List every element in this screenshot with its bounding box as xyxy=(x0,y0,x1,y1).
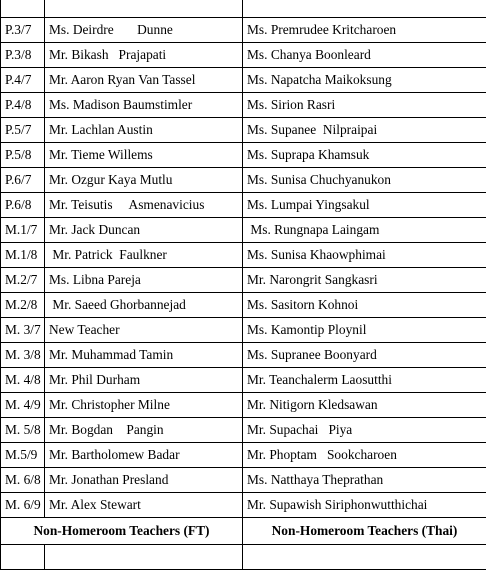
ft-teacher-cell: Mr. Saeed Ghorbannejad xyxy=(45,293,243,318)
class-cell: M.2/8 xyxy=(1,293,45,318)
table-row xyxy=(1,168,486,193)
ft-teacher-cell: Mr. Alex Stewart xyxy=(45,493,243,518)
table-row xyxy=(1,93,486,118)
table-row xyxy=(1,243,486,268)
table-row xyxy=(1,418,486,443)
table-row xyxy=(1,0,486,18)
class-cell: M.2/7 xyxy=(1,268,45,293)
thai-teacher-cell: Mr. Teanchalerm Laosutthi xyxy=(243,368,486,393)
ft-teacher-cell: Mr. Muhammad Tamin xyxy=(45,343,243,368)
ft-teacher-cell: Mr. Teisutis Asmenavicius xyxy=(45,193,243,218)
ft-teacher-cell: Mr. Aaron Ryan Van Tassel xyxy=(45,68,243,93)
homeroom-rows xyxy=(1,0,486,518)
ft-teacher-cell: Ms. Madison Baumstimler xyxy=(45,93,243,118)
thai-teacher-cell: Ms. Sunisa Chuchyanukon xyxy=(243,168,486,193)
class-cell: P.5/8 xyxy=(1,143,45,168)
ft-teacher-cell: Mr. Tieme Willems xyxy=(45,143,243,168)
table-row xyxy=(1,268,486,293)
ft-teacher-cell: Mr. Christopher Milne xyxy=(45,393,243,418)
table-row xyxy=(1,118,486,143)
table-row xyxy=(1,18,486,43)
thai-teacher-cell: Ms. Sunisa Khaowphimai xyxy=(243,243,486,268)
class-cell: P.4/7 xyxy=(1,68,45,93)
table-row-empty xyxy=(1,545,486,570)
thai-teacher-cell: Ms. Napatcha Maikoksung xyxy=(243,68,486,93)
thai-teacher-cell: Ms. Chanya Boonleard xyxy=(243,43,486,68)
class-cell: M. 6/9 xyxy=(1,493,45,518)
thai-teacher-cell: Ms. Natthaya Theprathan xyxy=(243,468,486,493)
table-row xyxy=(1,143,486,168)
ft-teacher-cell xyxy=(45,545,243,570)
class-cell: M.1/8 xyxy=(1,243,45,268)
table-row xyxy=(1,43,486,68)
class-cell: P.6/7 xyxy=(1,168,45,193)
thai-teacher-cell: Mr. Supachai Piya xyxy=(243,418,486,443)
ft-teacher-cell xyxy=(45,0,243,18)
thai-teacher-cell: Ms. Premrudee Kritcharoen xyxy=(243,18,486,43)
thai-teacher-cell: Ms. Supranee Boonyard xyxy=(243,343,486,368)
class-cell: P.6/8 xyxy=(1,193,45,218)
class-cell: P.5/7 xyxy=(1,118,45,143)
ft-teacher-cell: Mr. Bogdan Pangin xyxy=(45,418,243,443)
thai-teacher-cell: Ms. Lumpai Yingsakul xyxy=(243,193,486,218)
non-homeroom-ft-header: Non-Homeroom Teachers (FT) xyxy=(1,518,243,545)
class-cell: P.3/8 xyxy=(1,43,45,68)
table-row xyxy=(1,218,486,243)
table-row xyxy=(1,443,486,468)
thai-teacher-cell: Ms. Supanee Nilpraipai xyxy=(243,118,486,143)
class-cell: M. 4/8 xyxy=(1,368,45,393)
class-cell: M. 6/8 xyxy=(1,468,45,493)
class-cell: M. 3/7 xyxy=(1,318,45,343)
table-row xyxy=(1,68,486,93)
table-row xyxy=(1,468,486,493)
ft-teacher-cell: Mr. Bartholomew Badar xyxy=(45,443,243,468)
ft-teacher-cell: Mr. Ozgur Kaya Mutlu xyxy=(45,168,243,193)
ft-teacher-cell: Ms. Libna Pareja xyxy=(45,268,243,293)
thai-teacher-cell: Mr. Supawish Siriphonwutthichai xyxy=(243,493,486,518)
class-cell: M.5/9 xyxy=(1,443,45,468)
thai-teacher-cell: Ms. Rungnapa Laingam xyxy=(243,218,486,243)
thai-teacher-cell: Ms. Kamontip Ploynil xyxy=(243,318,486,343)
ft-teacher-cell: Mr. Bikash Prajapati xyxy=(45,43,243,68)
table-row xyxy=(1,368,486,393)
class-cell xyxy=(1,545,45,570)
class-cell xyxy=(1,0,45,18)
non-homeroom-header-row xyxy=(1,518,486,545)
ft-teacher-cell: Mr. Phil Durham xyxy=(45,368,243,393)
class-cell: M.1/7 xyxy=(1,218,45,243)
class-cell: M. 3/8 xyxy=(1,343,45,368)
class-cell: P.4/8 xyxy=(1,93,45,118)
ft-teacher-cell: New Teacher xyxy=(45,318,243,343)
ft-teacher-cell: Mr. Patrick Faulkner xyxy=(45,243,243,268)
thai-teacher-cell: Mr. Nitigorn Kledsawan xyxy=(243,393,486,418)
thai-teacher-cell: Ms. Sirion Rasri xyxy=(243,93,486,118)
table-row xyxy=(1,193,486,218)
ft-teacher-cell: Ms. Deirdre Dunne xyxy=(45,18,243,43)
thai-teacher-cell xyxy=(243,0,486,18)
thai-teacher-cell xyxy=(243,545,486,570)
ft-teacher-cell: Mr. Jonathan Presland xyxy=(45,468,243,493)
non-homeroom-section xyxy=(1,518,486,570)
class-cell: M. 5/8 xyxy=(1,418,45,443)
non-homeroom-thai-header: Non-Homeroom Teachers (Thai) xyxy=(243,518,486,545)
table-row xyxy=(1,393,486,418)
table-row xyxy=(1,343,486,368)
ft-teacher-cell: Mr. Jack Duncan xyxy=(45,218,243,243)
table-row xyxy=(1,318,486,343)
thai-teacher-cell: Mr. Narongrit Sangkasri xyxy=(243,268,486,293)
table-row xyxy=(1,493,486,518)
thai-teacher-cell: Mr. Phoptam Sookcharoen xyxy=(243,443,486,468)
thai-teacher-cell: Ms. Sasitorn Kohnoi xyxy=(243,293,486,318)
table-row xyxy=(1,293,486,318)
class-cell: M. 4/9 xyxy=(1,393,45,418)
class-cell: P.3/7 xyxy=(1,18,45,43)
thai-teacher-cell: Ms. Suprapa Khamsuk xyxy=(243,143,486,168)
ft-teacher-cell: Mr. Lachlan Austin xyxy=(45,118,243,143)
